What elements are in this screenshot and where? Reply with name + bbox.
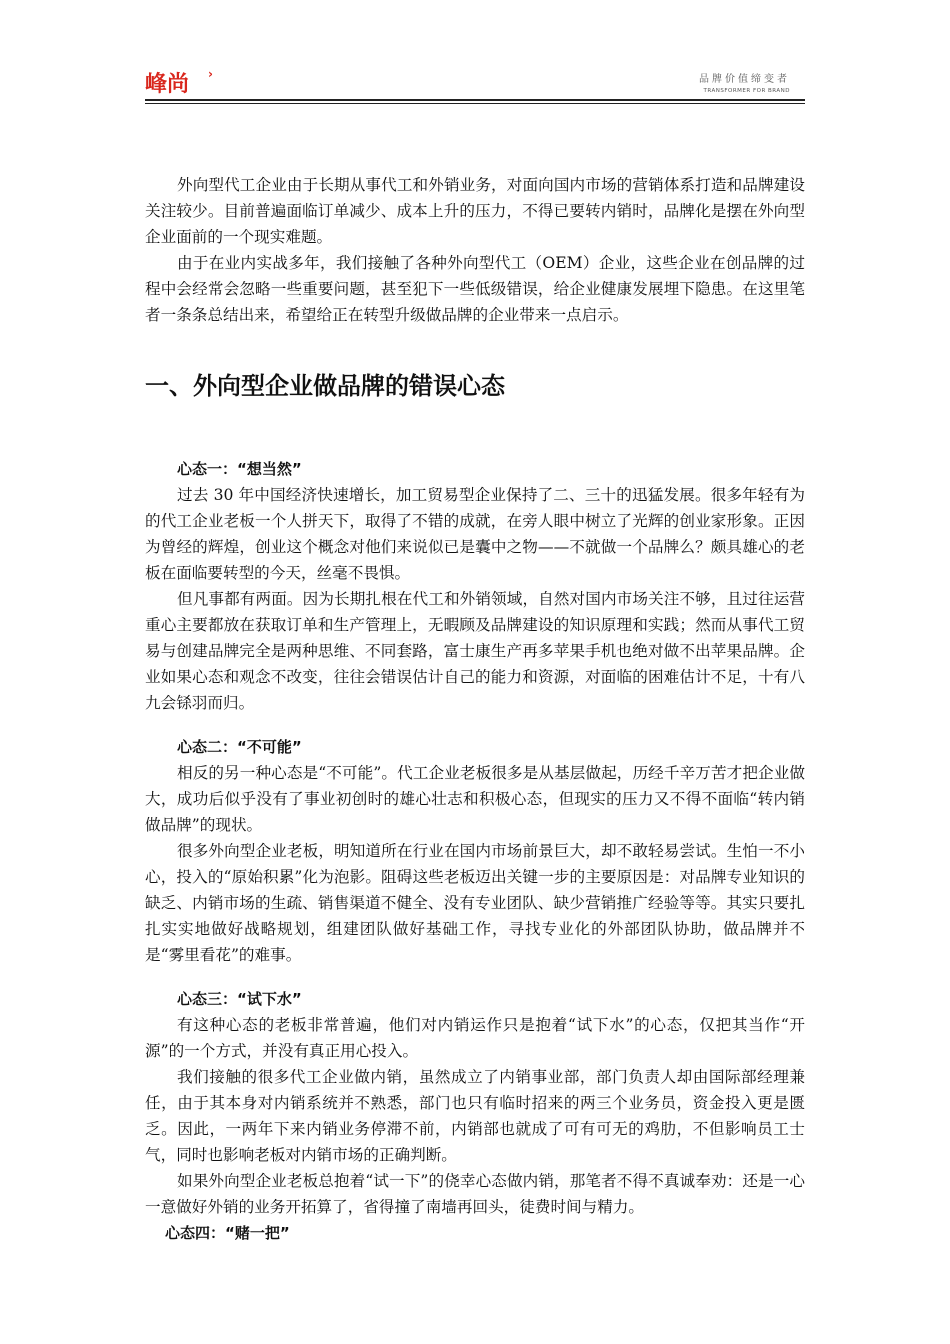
article-body	[145, 172, 805, 1246]
brand-slogan	[699, 74, 790, 96]
slogan-chinese: 品牌价值缔变者	[699, 74, 790, 85]
header-divider-thin	[145, 103, 805, 104]
subsection-heading: 心态三：“试下水”	[177, 990, 302, 1008]
body-paragraph: 但凡事都有两面。因为长期扎根在代工和外销领域，自然对国内市场关注不够，且过往运营重心主要都放在获取订单和生产管理上，无暇顾及品牌建设的知识原理和实践；然而从事代工贸易与创建品牌完全是两种思维、不同套路，富士康生产再多苹果手机也绝对做不出苹果品牌。企业如果心态和观念不改变，往往会错误估计自己的能力和资源，对面临的困难估计不足，十有八九会铩羽而归。	[145, 590, 805, 712]
header-divider	[145, 99, 805, 101]
subsection-heading: 心态一：“想当然”	[177, 460, 302, 478]
body-paragraph: 我们接触的很多代工企业做内销，虽然成立了内销事业部，部门负责人却由国际部经理兼任，由于其本身对内销系统并不熟悉，部门也只有临时招来的两三个业务员，资金投入更是匮乏。因此，一两年下来内销业务停滞不前，内销部也就成了可有可无的鸡肋，不但影响员工士气，同时也影响老板对内销市场的正确判断。	[145, 1068, 805, 1164]
body-paragraph: 如果外向型企业老板总抱着“试一下”的侥幸心态做内销，那笔者不得不真诚奉劝：还是一心一意做好外销的业务开拓算了，省得撞了南墙再回头，徒费时间与精力。	[145, 1172, 805, 1216]
logo-chevron-icon: ›	[208, 67, 213, 81]
intro-paragraph: 由于在业内实战多年，我们接触了各种外向型代工（OEM）企业，这些企业在创品牌的过程中会经常会忽略一些重要问题，甚至犯下一些低级错误，给企业健康发展埋下隐患。在这里笔者一条条总结出来，希望给正在转型升级做品牌的企业带来一点启示。	[145, 254, 805, 324]
intro-paragraph: 外向型代工企业由于长期从事代工和外销业务，对面向国内市场的营销体系打造和品牌建设关注较少。目前普遍面临订单减少、成本上升的压力，不得已要转内销时，品牌化是摆在外向型企业面前的一个现实难题。	[145, 176, 805, 246]
subsection-heading: 心态二：“不可能”	[177, 738, 302, 756]
slogan-english: TRANSFORMER FOR BRAND	[703, 88, 790, 94]
section-heading: 一、外向型企业做品牌的错误心态	[145, 372, 505, 400]
subsection-heading: 心态四：“赌一把”	[165, 1224, 290, 1242]
brand-logo	[145, 67, 213, 100]
logo-text: 峰尚	[145, 72, 190, 97]
body-paragraph: 过去 30 年中国经济快速增长，加工贸易型企业保持了二、三十的迅猛发展。很多年轻有为的代工企业老板一个人拼天下，取得了不错的成就，在旁人眼中树立了光辉的创业家形象。正因为曾经的辉煌，创业这个概念对他们来说似已是囊中之物——不就做一个品牌么？颇具雄心的老板在面临要转型的今天，丝毫不畏惧。	[145, 486, 805, 582]
body-paragraph: 有这种心态的老板非常普遍，他们对内销运作只是抱着“试下水”的心态，仅把其当作“开源”的一个方式，并没有真正用心投入。	[145, 1016, 805, 1060]
body-paragraph: 很多外向型企业老板，明知道所在行业在国内市场前景巨大，却不敢轻易尝试。生怕一不小心，投入的“原始积累”化为泡影。阻碍这些老板迈出关键一步的主要原因是：对品牌专业知识的缺乏、内销市场的生疏、销售渠道不健全、没有专业团队、缺少营销推广经验等等。其实只要扎扎实实地做好战略规划，组建团队做好基础工作，寻找专业化的外部团队协助，做品牌并不是“雾里看花”的难事。	[145, 842, 805, 964]
body-paragraph: 相反的另一种心态是“不可能”。代工企业老板很多是从基层做起，历经千辛万苦才把企业做大，成功后似乎没有了事业初创时的雄心壮志和积极心态，但现实的压力又不得不面临“转内销做品牌”的现状。	[145, 764, 805, 834]
